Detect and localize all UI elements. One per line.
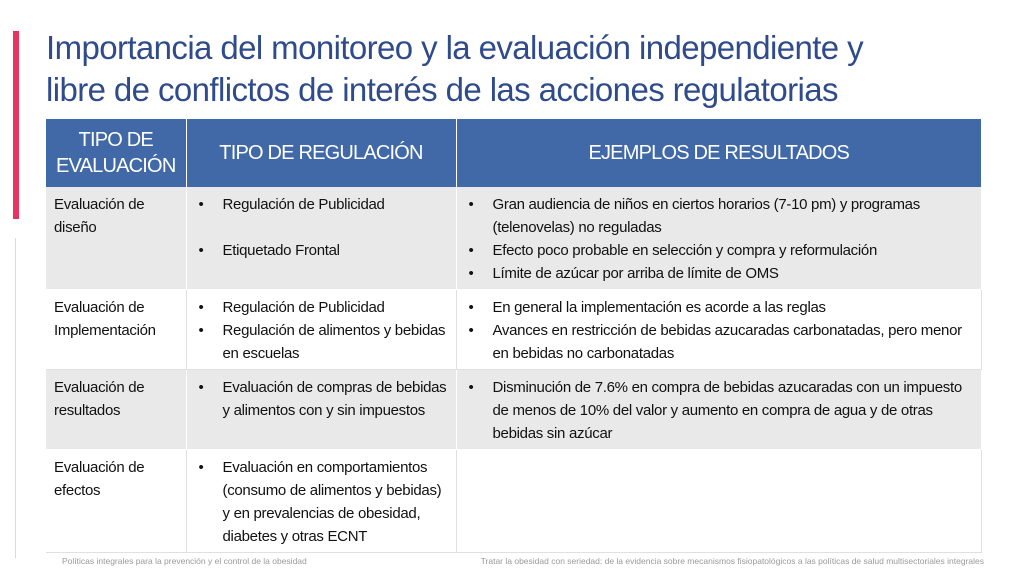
evaluation-type-cell <box>46 187 186 290</box>
regulation-cell <box>186 450 456 553</box>
result-item: • Avances en restricción de bebidas azucaradas carbonatadas, pero menor en bebidas no carbonatadas <box>465 319 973 365</box>
evaluation-type-line2: efectos <box>54 482 101 499</box>
regulation-item: • Evaluación de compras de bebidas y alimentos con y sin impuestos <box>195 376 448 422</box>
evaluation-type-cell <box>46 450 186 553</box>
evaluation-type-line2: diseño <box>54 219 97 236</box>
header-evaluation-type-line2: EVALUACIÓN <box>56 155 176 177</box>
header-results-examples: EJEMPLOS DE RESULTADOS <box>456 119 981 187</box>
evaluation-type-line1: Evaluación de <box>54 299 145 316</box>
title-line-1: Importancia del monitoreo y la evaluación independiente y <box>46 29 864 66</box>
regulation-cell <box>186 187 456 290</box>
result-item: • Efecto poco probable en selección y compra y reformulación <box>465 239 973 262</box>
evaluation-type-line1: Evaluación de <box>54 459 145 476</box>
header-regulation-type: TIPO DE REGULACIÓN <box>186 119 456 187</box>
table-row <box>46 450 981 553</box>
regulation-item: • Evaluación en comportamientos (consumo de alimentos y bebidas) y en prevalencias de obesidad, diabetes y otras ECNT <box>195 456 448 548</box>
header-evaluation-type <box>46 119 186 187</box>
evaluation-type-cell <box>46 370 186 450</box>
accent-line <box>15 238 16 558</box>
table-row <box>46 370 981 450</box>
evaluation-table <box>46 119 982 553</box>
table-row <box>46 187 981 290</box>
result-item: • Límite de azúcar por arriba de límite de OMS <box>465 262 973 285</box>
header-evaluation-type-line1: TIPO DE <box>78 129 153 151</box>
results-cell-empty <box>456 450 981 553</box>
footer-right: Tratar la obesidad con seriedad: de la evidencia sobre mecanismos fisiopatológicos a las políticas de salud multisectoriales integrales <box>480 556 984 566</box>
table-row <box>46 290 981 370</box>
results-cell <box>456 370 981 450</box>
slide-title <box>46 27 1006 111</box>
result-item: • Disminución de 7.6% en compra de bebidas azucaradas con un impuesto de menos de 10% del valor y aumento en compra de agua y de otras bebidas sin azúcar <box>465 376 973 445</box>
results-cell <box>456 290 981 370</box>
evaluation-type-line1: Evaluación de <box>54 196 145 213</box>
accent-bar <box>13 31 19 219</box>
regulation-item: • Regulación de Publicidad <box>195 296 448 319</box>
table-header-row <box>46 119 981 187</box>
title-line-2: libre de conflictos de interés de las acciones regulatorias <box>46 71 838 108</box>
regulation-item: • Regulación de alimentos y bebidas en escuelas <box>195 319 448 365</box>
result-item: • Gran audiencia de niños en ciertos horarios (7-10 pm) y programas (telenovelas) no reguladas <box>465 193 973 239</box>
footer-left: Políticas integrales para la prevención y el control de la obesidad <box>62 556 307 566</box>
regulation-cell <box>186 290 456 370</box>
evaluation-type-line1: Evaluación de <box>54 379 145 396</box>
regulation-item: • Etiquetado Frontal <box>195 239 448 262</box>
regulation-item: • Regulación de Publicidad <box>195 193 448 216</box>
evaluation-type-line2: resultados <box>54 402 121 419</box>
regulation-cell <box>186 370 456 450</box>
results-cell <box>456 187 981 290</box>
result-item: • En general la implementación es acorde a las reglas <box>465 296 973 319</box>
evaluation-type-cell <box>46 290 186 370</box>
evaluation-type-line2: Implementación <box>54 322 156 339</box>
